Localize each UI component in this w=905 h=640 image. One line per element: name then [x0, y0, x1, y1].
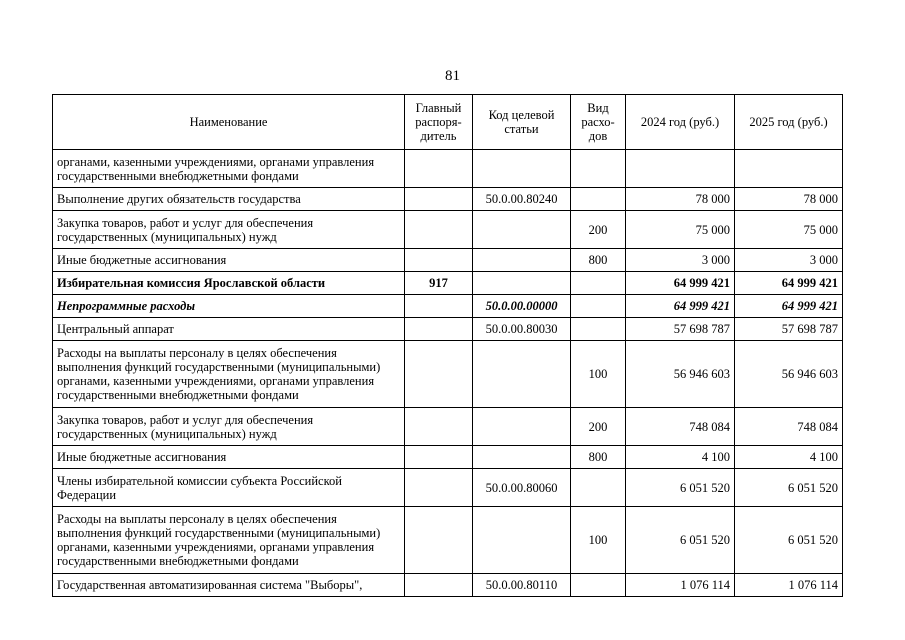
cell-code [473, 446, 571, 469]
header-grbs: Главный распоря-дитель [405, 95, 473, 150]
page-number: 81 [445, 68, 460, 84]
cell-grbs [405, 249, 473, 272]
cell-2024: 64 999 421 [626, 295, 735, 318]
cell-2025: 56 946 603 [735, 341, 843, 408]
cell-vid: 200 [571, 211, 626, 249]
cell-vid [571, 188, 626, 211]
cell-grbs [405, 408, 473, 446]
table-row [53, 249, 843, 272]
table-row [53, 446, 843, 469]
cell-vid [571, 469, 626, 507]
table-row [53, 211, 843, 249]
cell-2024: 6 051 520 [626, 469, 735, 507]
cell-code [473, 507, 571, 574]
budget-table [52, 94, 843, 597]
cell-2024: 6 051 520 [626, 507, 735, 574]
cell-2025: 78 000 [735, 188, 843, 211]
cell-code [473, 408, 571, 446]
cell-code [473, 150, 571, 188]
cell-code: 50.0.00.80060 [473, 469, 571, 507]
cell-vid: 100 [571, 341, 626, 408]
cell-2025: 3 000 [735, 249, 843, 272]
cell-grbs [405, 150, 473, 188]
cell-2024: 75 000 [626, 211, 735, 249]
cell-vid [571, 150, 626, 188]
table-row [53, 150, 843, 188]
cell-code [473, 211, 571, 249]
cell-2025: 64 999 421 [735, 295, 843, 318]
cell-vid: 200 [571, 408, 626, 446]
cell-name: Расходы на выплаты персоналу в целях обеспечения выполнения функций государственными (муниципальными) органами, казенными учреждениями, органами управления государственными внебюджетными фондами [53, 341, 405, 408]
table-row [53, 318, 843, 341]
cell-code: 50.0.00.80030 [473, 318, 571, 341]
table-row [53, 272, 843, 295]
cell-2025: 6 051 520 [735, 469, 843, 507]
cell-code: 50.0.00.00000 [473, 295, 571, 318]
cell-code [473, 249, 571, 272]
cell-name: Расходы на выплаты персоналу в целях обеспечения выполнения функций государственными (муниципальными) органами, казенными учреждениями, органами управления государственными внебюджетными фондами [53, 507, 405, 574]
table-row [53, 295, 843, 318]
cell-vid [571, 318, 626, 341]
cell-name: Закупка товаров, работ и услуг для обеспечения государственных (муниципальных) нужд [53, 211, 405, 249]
header-2024: 2024 год (руб.) [626, 95, 735, 150]
cell-name: Государственная автоматизированная система "Выборы", [53, 574, 405, 597]
table-row [53, 341, 843, 408]
cell-vid [571, 574, 626, 597]
cell-2024: 57 698 787 [626, 318, 735, 341]
cell-2024 [626, 150, 735, 188]
cell-vid: 800 [571, 446, 626, 469]
table-header-row [53, 95, 843, 150]
cell-2025 [735, 150, 843, 188]
cell-code [473, 341, 571, 408]
header-2025: 2025 год (руб.) [735, 95, 843, 150]
cell-grbs [405, 318, 473, 341]
cell-2024: 4 100 [626, 446, 735, 469]
cell-2025: 64 999 421 [735, 272, 843, 295]
cell-2024: 56 946 603 [626, 341, 735, 408]
cell-vid [571, 272, 626, 295]
table-row [53, 469, 843, 507]
cell-name: Центральный аппарат [53, 318, 405, 341]
cell-name: Закупка товаров, работ и услуг для обеспечения государственных (муниципальных) нужд [53, 408, 405, 446]
table-row [53, 507, 843, 574]
cell-vid: 800 [571, 249, 626, 272]
cell-grbs: 917 [405, 272, 473, 295]
cell-grbs [405, 211, 473, 249]
cell-grbs [405, 446, 473, 469]
cell-name: органами, казенными учреждениями, органами управления государственными внебюджетными фондами [53, 150, 405, 188]
cell-grbs [405, 507, 473, 574]
cell-name: Непрограммные расходы [53, 295, 405, 318]
cell-name: Избирательная комиссия Ярославской области [53, 272, 405, 295]
cell-2025: 6 051 520 [735, 507, 843, 574]
cell-name: Иные бюджетные ассигнования [53, 249, 405, 272]
cell-grbs [405, 469, 473, 507]
cell-2024: 3 000 [626, 249, 735, 272]
cell-vid: 100 [571, 507, 626, 574]
table-row [53, 188, 843, 211]
cell-2024: 748 084 [626, 408, 735, 446]
header-vid: Вид расхо-дов [571, 95, 626, 150]
cell-2025: 75 000 [735, 211, 843, 249]
cell-2025: 1 076 114 [735, 574, 843, 597]
cell-2024: 64 999 421 [626, 272, 735, 295]
table-row [53, 408, 843, 446]
header-code: Код целевой статьи [473, 95, 571, 150]
header-name: Наименование [53, 95, 405, 150]
cell-vid [571, 295, 626, 318]
cell-2025: 4 100 [735, 446, 843, 469]
cell-code: 50.0.00.80240 [473, 188, 571, 211]
cell-2025: 57 698 787 [735, 318, 843, 341]
cell-2024: 1 076 114 [626, 574, 735, 597]
table-row [53, 574, 843, 597]
cell-2024: 78 000 [626, 188, 735, 211]
cell-2025: 748 084 [735, 408, 843, 446]
cell-name: Иные бюджетные ассигнования [53, 446, 405, 469]
cell-grbs [405, 295, 473, 318]
cell-code [473, 272, 571, 295]
cell-name: Выполнение других обязательств государства [53, 188, 405, 211]
cell-name: Члены избирательной комиссии субъекта Российской Федерации [53, 469, 405, 507]
cell-code: 50.0.00.80110 [473, 574, 571, 597]
cell-grbs [405, 574, 473, 597]
cell-grbs [405, 341, 473, 408]
cell-grbs [405, 188, 473, 211]
